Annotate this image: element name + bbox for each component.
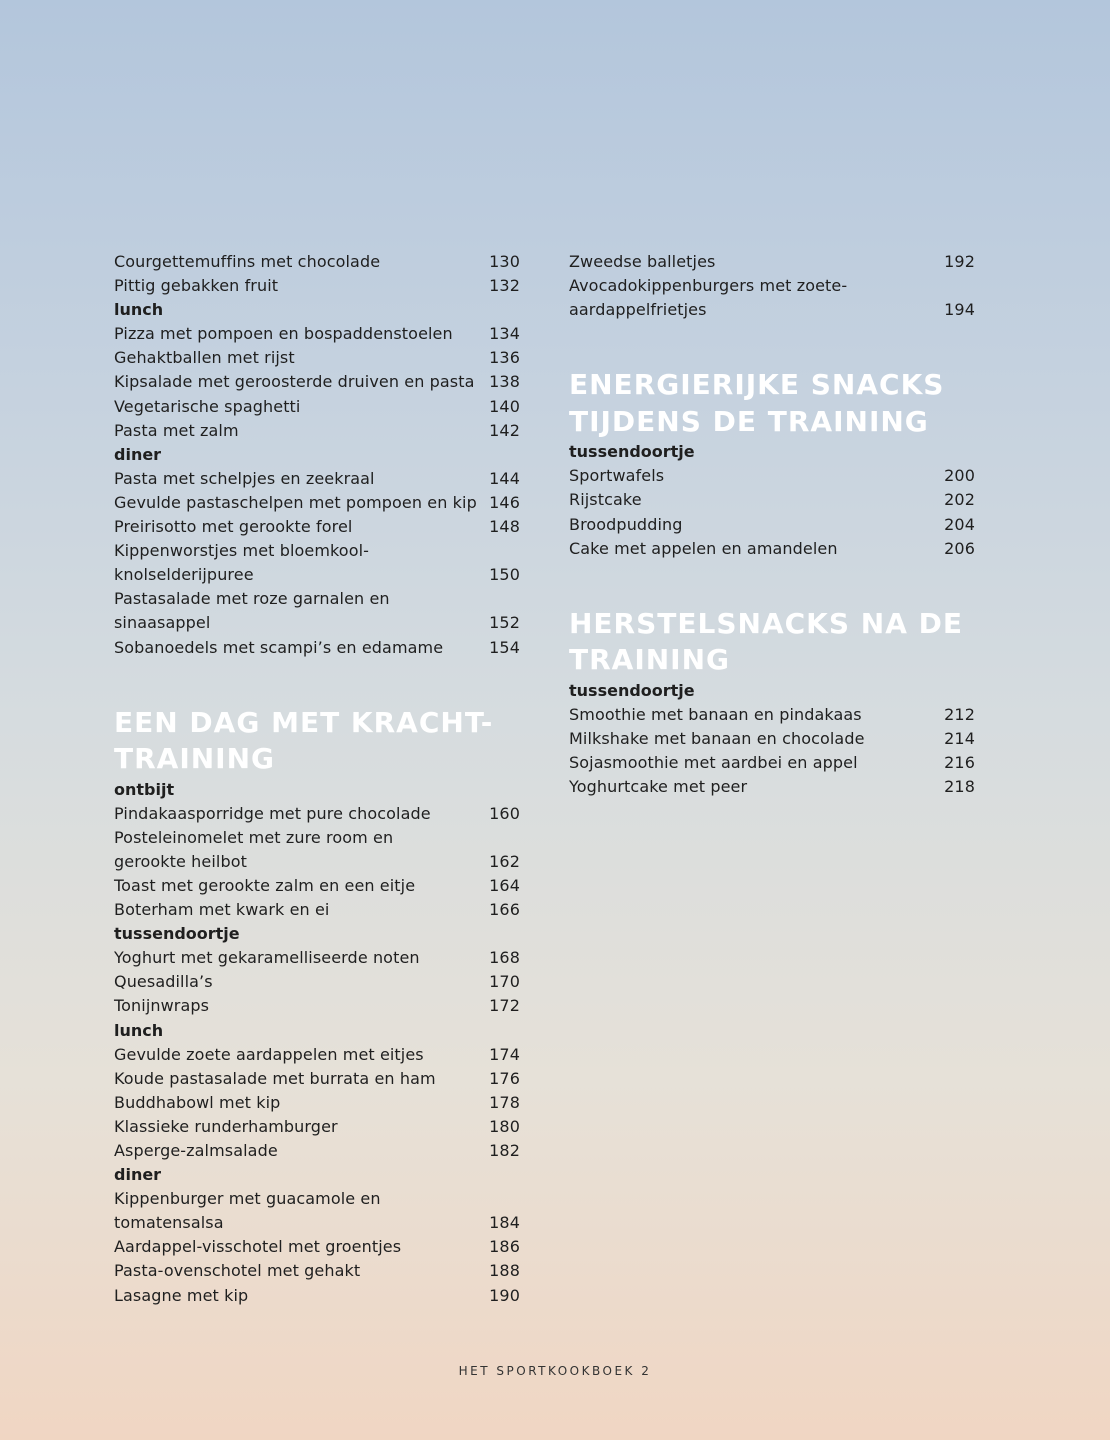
recipe-title: Preirisotto met gerookte forel [114,517,353,537]
toc-entry[interactable] [114,370,520,394]
toc-entry[interactable] [569,537,975,561]
toc-entry[interactable] [114,274,520,298]
recipe-title: Milkshake met banaan en chocolade [569,728,865,748]
recipe-title: Gevulde zoete aardappelen met eitjes [114,1044,424,1064]
toc-entry[interactable] [569,751,975,775]
section-heading: HERSTELSNACKS NA DE TRAINING [569,606,964,677]
page-number: 150 [489,565,520,585]
toc-entry[interactable] [114,970,520,994]
recipe-title: Rijstcake [569,490,642,510]
recipe-title: Pasta met zalm [114,420,239,440]
page-number: 178 [489,1092,520,1112]
meal-subheading: tussendoortje [569,680,695,700]
toc-entry[interactable] [114,467,520,491]
page-number: 192 [944,252,975,271]
page-number: 202 [944,490,975,510]
page-number: 172 [489,996,520,1016]
recipe-title: Sportwafels [569,466,665,486]
page-number: 216 [944,753,975,773]
recipe-title: Kippenburger met guacamole en tomatensalsa [114,1189,381,1233]
recipe-title: Avocadokippenburgers met zoete- aardappelfrietjes [569,276,848,320]
meal-subheading: diner [114,444,162,464]
toc-entry[interactable] [114,515,520,539]
toc-entry[interactable] [114,1115,520,1139]
page-number: 174 [489,1044,520,1064]
meal-subheading: tussendoortje [569,442,695,462]
toc-entry[interactable] [114,1091,520,1115]
page-number: 132 [489,276,520,296]
recipe-title: Pasta-ovenschotel met gehakt [114,1261,361,1281]
recipe-title: Smoothie met banaan en pindakaas [569,704,862,724]
page-number: 212 [944,704,975,724]
page-number: 164 [489,875,520,895]
toc-entry[interactable] [114,1284,520,1308]
toc-entry[interactable] [114,1067,520,1091]
toc-entry[interactable] [114,1259,520,1283]
recipe-title: Pasta met schelpjes en zeekraal [114,468,375,488]
page-number: 134 [489,324,520,344]
recipe-title: Lasagne met kip [114,1285,249,1305]
recipe-title: Quesadilla’s [114,972,213,992]
page-number: 130 [489,252,520,271]
recipe-title: Yoghurt met gekaramelliseerde noten [114,948,420,968]
toc-entry[interactable] [114,322,520,346]
page-number: 152 [489,613,520,633]
page-number: 184 [489,1213,520,1233]
page-number: 162 [489,851,520,871]
recipe-title: Buddhabowl met kip [114,1092,281,1112]
meal-subheading: lunch [114,1020,164,1040]
section-heading: EEN DAG MET KRACHT- TRAINING [114,705,494,776]
page-number: 148 [489,517,520,537]
toc-entry[interactable] [569,274,975,322]
toc-entry[interactable] [569,727,975,751]
recipe-title: Aardappel-visschotel met groentjes [114,1237,402,1257]
page-number: 194 [944,300,975,320]
running-footer: HET SPORTKOOKBOEK 2 [458,1364,652,1378]
toc-entry[interactable] [114,636,520,660]
recipe-title: Klassieke runderhamburger [114,1116,338,1136]
meal-subheading: tussendoortje [114,924,240,944]
page-number: 182 [489,1141,520,1160]
meal-subheading: lunch [114,300,164,320]
toc-entry[interactable] [114,946,520,970]
page-number: 186 [489,1237,520,1257]
toc-entry[interactable] [569,703,975,727]
recipe-title: Toast met gerookte zalm en een eitje [114,875,416,895]
page-number: 204 [944,514,975,534]
recipe-title: Gehaktballen met rijst [114,348,295,368]
toc-entry[interactable] [569,488,975,512]
page-number: 188 [489,1261,520,1281]
toc-entry[interactable] [114,587,520,635]
toc-entry[interactable] [569,250,975,274]
page-number: 140 [489,396,520,416]
page-number: 154 [489,637,520,657]
recipe-title: Yoghurtcake met peer [569,777,748,797]
page-number: 144 [489,468,520,488]
meal-subheading: ontbijt [114,779,175,799]
recipe-title: Broodpudding [569,514,683,534]
recipe-title: Gevulde pastaschelpen met pompoen en kip [114,492,477,512]
toc-entry[interactable] [569,775,975,799]
page-number: 136 [489,348,520,368]
page-number: 190 [489,1285,520,1305]
toc-entry[interactable] [114,874,520,898]
toc-entry[interactable] [114,491,520,515]
page-number: 160 [489,803,520,823]
recipe-title: Pastasalade met roze garnalen en sinaasappel [114,589,390,633]
toc-entry[interactable] [114,539,520,587]
page-number: 200 [944,466,975,486]
toc-entry[interactable] [114,898,520,922]
toc-entry[interactable] [114,802,520,826]
section-heading: ENERGIERIJKE SNACKS TIJDENS DE TRAINING [569,368,945,438]
toc-entry[interactable] [114,1187,520,1235]
toc-entry[interactable] [114,1235,520,1259]
recipe-title: Boterham met kwark en ei [114,900,330,920]
page-number: 180 [489,1116,520,1136]
recipe-title: Tonijnwraps [114,996,210,1016]
recipe-title: Pindakaasporridge met pure chocolade [114,803,431,823]
recipe-title: Kipsalade met geroosterde druiven en pasta [114,372,475,392]
toc-column-right [569,250,975,799]
toc-entry[interactable] [114,1043,520,1067]
toc-column-left [114,250,520,1308]
page-number: 206 [944,538,975,558]
recipe-title: Sobanoedels met scampi’s en edamame [114,637,444,657]
recipe-title: Koude pastasalade met burrata en ham [114,1068,436,1088]
toc-entry[interactable] [114,994,520,1018]
toc-entry[interactable] [569,464,975,488]
recipe-title: Zweedse balletjes [569,252,716,271]
recipe-title: Kippenworstjes met bloemkool- knolselderijpuree [114,541,370,585]
toc-entry[interactable] [114,250,520,274]
page-number: 176 [489,1068,520,1088]
recipe-title: Courgettemuffins met chocolade [114,252,381,271]
meal-subheading: diner [114,1165,162,1185]
page-number: 170 [489,972,520,992]
recipe-title: Pittig gebakken fruit [114,276,279,296]
recipe-title: Cake met appelen en amandelen [569,538,838,558]
recipe-title: Pizza met pompoen en bospaddenstoelen [114,324,453,344]
toc-entry[interactable] [114,346,520,370]
toc-entry[interactable] [114,826,520,874]
toc-entry[interactable] [114,395,520,419]
page-number: 214 [944,728,975,748]
toc-entry[interactable] [114,419,520,443]
toc-entry[interactable] [569,513,975,537]
recipe-title: Sojasmoothie met aardbei en appel [569,753,858,773]
recipe-title: Vegetarische spaghetti [114,396,301,416]
page-number: 218 [944,777,975,797]
page-number: 146 [489,492,520,512]
recipe-title: Asperge-zalmsalade [114,1141,278,1160]
page-number: 138 [489,372,520,392]
recipe-title: Posteleinomelet met zure room en gerookte heilbot [114,827,394,871]
toc-entry[interactable] [114,1139,520,1163]
page-number: 168 [489,948,520,968]
page-number: 166 [489,900,520,920]
page-number: 142 [489,420,520,440]
